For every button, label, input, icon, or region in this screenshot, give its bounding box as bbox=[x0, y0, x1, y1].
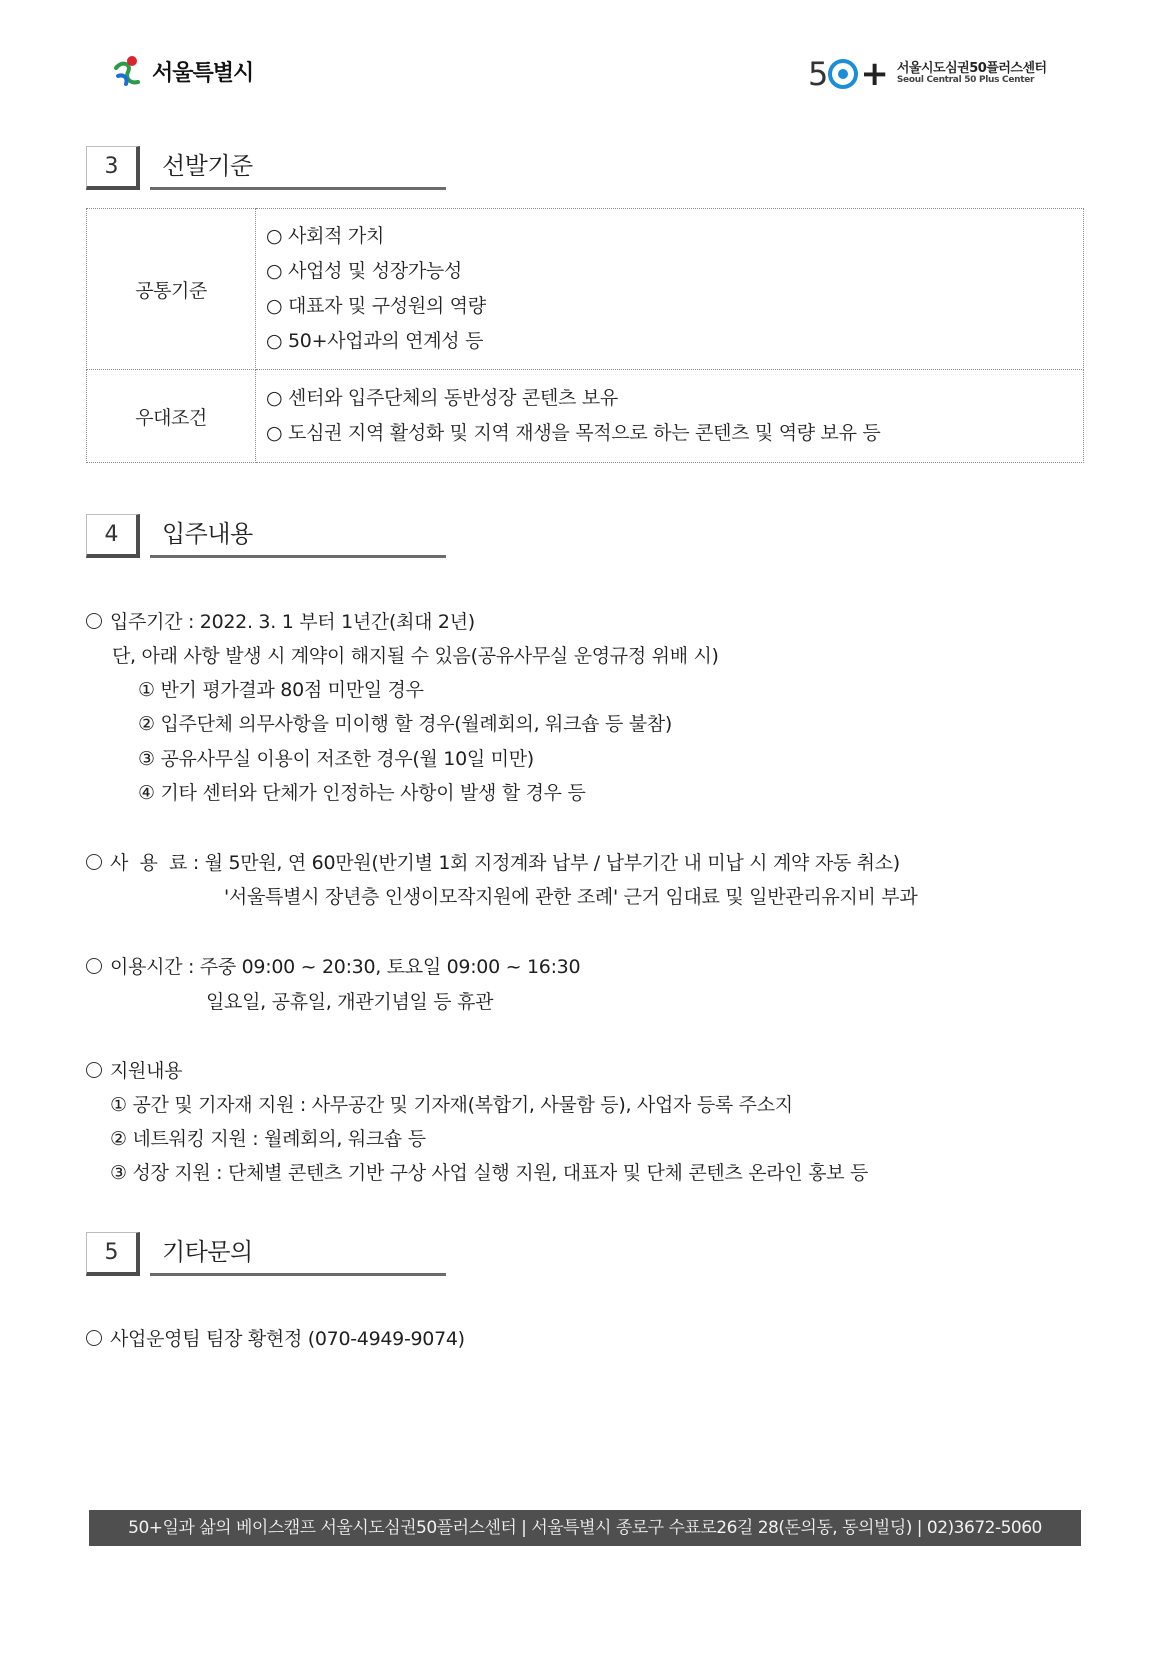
section-5-header bbox=[86, 1232, 446, 1278]
seoul-emblem-icon bbox=[112, 54, 146, 88]
criteria-item: ○ 도심권 지역 활성화 및 지역 재생을 목적으로 하는 콘텐츠 및 역량 보유 등 bbox=[266, 422, 881, 444]
center-name-ko: 서울시도심권50플러스센터 bbox=[896, 61, 1047, 77]
support-line bbox=[86, 1054, 182, 1088]
table-row bbox=[87, 209, 1084, 370]
list-item: ② 네트워킹 지원 : 월례회의, 워크숍 등 bbox=[110, 1128, 426, 1150]
selection-criteria-table bbox=[86, 208, 1084, 463]
plus-icon: + bbox=[860, 54, 887, 94]
seoul-logo-text: 서울특별시 bbox=[152, 60, 254, 86]
fifty-plus-mark bbox=[808, 54, 887, 94]
list-item: ① 반기 평가결과 80점 미만일 경우 bbox=[138, 679, 424, 701]
row-items bbox=[256, 370, 1084, 463]
list-item: ② 입주단체 의무사항을 미이행 할 경우(월례회의, 워크숍 등 불참) bbox=[138, 713, 672, 735]
table-row bbox=[87, 370, 1084, 463]
list-item: ④ 기타 센터와 단체가 인정하는 사항이 발생 할 경우 등 bbox=[138, 782, 586, 804]
row-items bbox=[256, 209, 1084, 370]
section-4-header bbox=[86, 514, 446, 560]
section-3-header bbox=[86, 146, 446, 192]
fee-note: '서울특별시 장년층 인생이모작지원에 관한 조례' 근거 임대료 및 일반관리유지비 부과 bbox=[224, 886, 918, 908]
section-number: 3 bbox=[86, 146, 140, 190]
criteria-item: ○ 대표자 및 구성원의 역량 bbox=[266, 295, 486, 317]
fifty-digit: 5 bbox=[808, 55, 827, 93]
section-title: 입주내용 bbox=[150, 514, 446, 558]
section-title: 기타문의 bbox=[150, 1232, 446, 1276]
section-number: 5 bbox=[86, 1232, 140, 1276]
period-note: 단, 아래 사항 발생 시 계약이 해지될 수 있음(공유사무실 운영규정 위배 시) bbox=[112, 645, 719, 667]
period-line bbox=[86, 605, 475, 639]
footer-bar: 50+일과 삶의 베이스캠프 서울시도심권50플러스센터 | 서울특별시 종로구 수표로26길 28(돈의동, 동의빌딩) | 02)3672-5060 bbox=[89, 1510, 1081, 1546]
section-title: 선발기준 bbox=[150, 146, 446, 190]
criteria-item: ○ 센터와 입주단체의 동반성장 콘텐츠 보유 bbox=[266, 387, 618, 409]
seoul-logo bbox=[112, 54, 253, 88]
list-item: ① 공간 및 기자재 지원 : 사무공간 및 기자재(복합기, 사물함 등), 사업자 등록 주소지 bbox=[110, 1094, 793, 1116]
criteria-item: ○ 사회적 가치 bbox=[266, 225, 385, 247]
hours-note: 일요일, 공휴일, 개관기념일 등 휴관 bbox=[206, 991, 494, 1013]
bullet-circle-icon bbox=[86, 854, 102, 870]
list-item: ③ 성장 지원 : 단체별 콘텐츠 기반 구상 사업 실행 지원, 대표자 및 단체 콘텐츠 온라인 홍보 등 bbox=[110, 1162, 869, 1184]
support-text: 지원내용 bbox=[110, 1060, 183, 1082]
contact-line bbox=[86, 1322, 465, 1356]
center-name-en: Seoul Central 50 Plus Center bbox=[896, 75, 1035, 86]
bullet-circle-icon bbox=[86, 1062, 102, 1078]
hours-text: 이용시간 : 주중 09:00 ~ 20:30, 토요일 09:00 ~ 16:30 bbox=[110, 956, 581, 978]
hours-line bbox=[86, 950, 580, 984]
section-number: 4 bbox=[86, 514, 140, 558]
fee-text: 사 용 료 : 월 5만원, 연 60만원(반기별 1회 지정계좌 납부 / 납부기간 내 미납 시 계약 자동 취소) bbox=[110, 852, 900, 874]
row-label: 우대조건 bbox=[87, 370, 256, 463]
bullet-circle-icon bbox=[86, 613, 102, 629]
criteria-item: ○ 사업성 및 성장가능성 bbox=[266, 260, 462, 282]
contact-text: 사업운영팀 팀장 황현정 (070-4949-9074) bbox=[110, 1328, 465, 1350]
center-logo bbox=[808, 54, 1047, 94]
list-item: ③ 공유사무실 이용이 저조한 경우(월 10일 미만) bbox=[138, 748, 534, 770]
ring-icon bbox=[828, 59, 858, 89]
center-name bbox=[897, 62, 1047, 85]
period-text: 입주기간 : 2022. 3. 1 부터 1년간(최대 2년) bbox=[110, 611, 475, 633]
row-label: 공통기준 bbox=[87, 209, 256, 370]
fee-line bbox=[86, 846, 900, 880]
bullet-circle-icon bbox=[86, 1330, 102, 1346]
bullet-circle-icon bbox=[86, 958, 102, 974]
criteria-item: ○ 50+사업과의 연계성 등 bbox=[266, 330, 484, 352]
